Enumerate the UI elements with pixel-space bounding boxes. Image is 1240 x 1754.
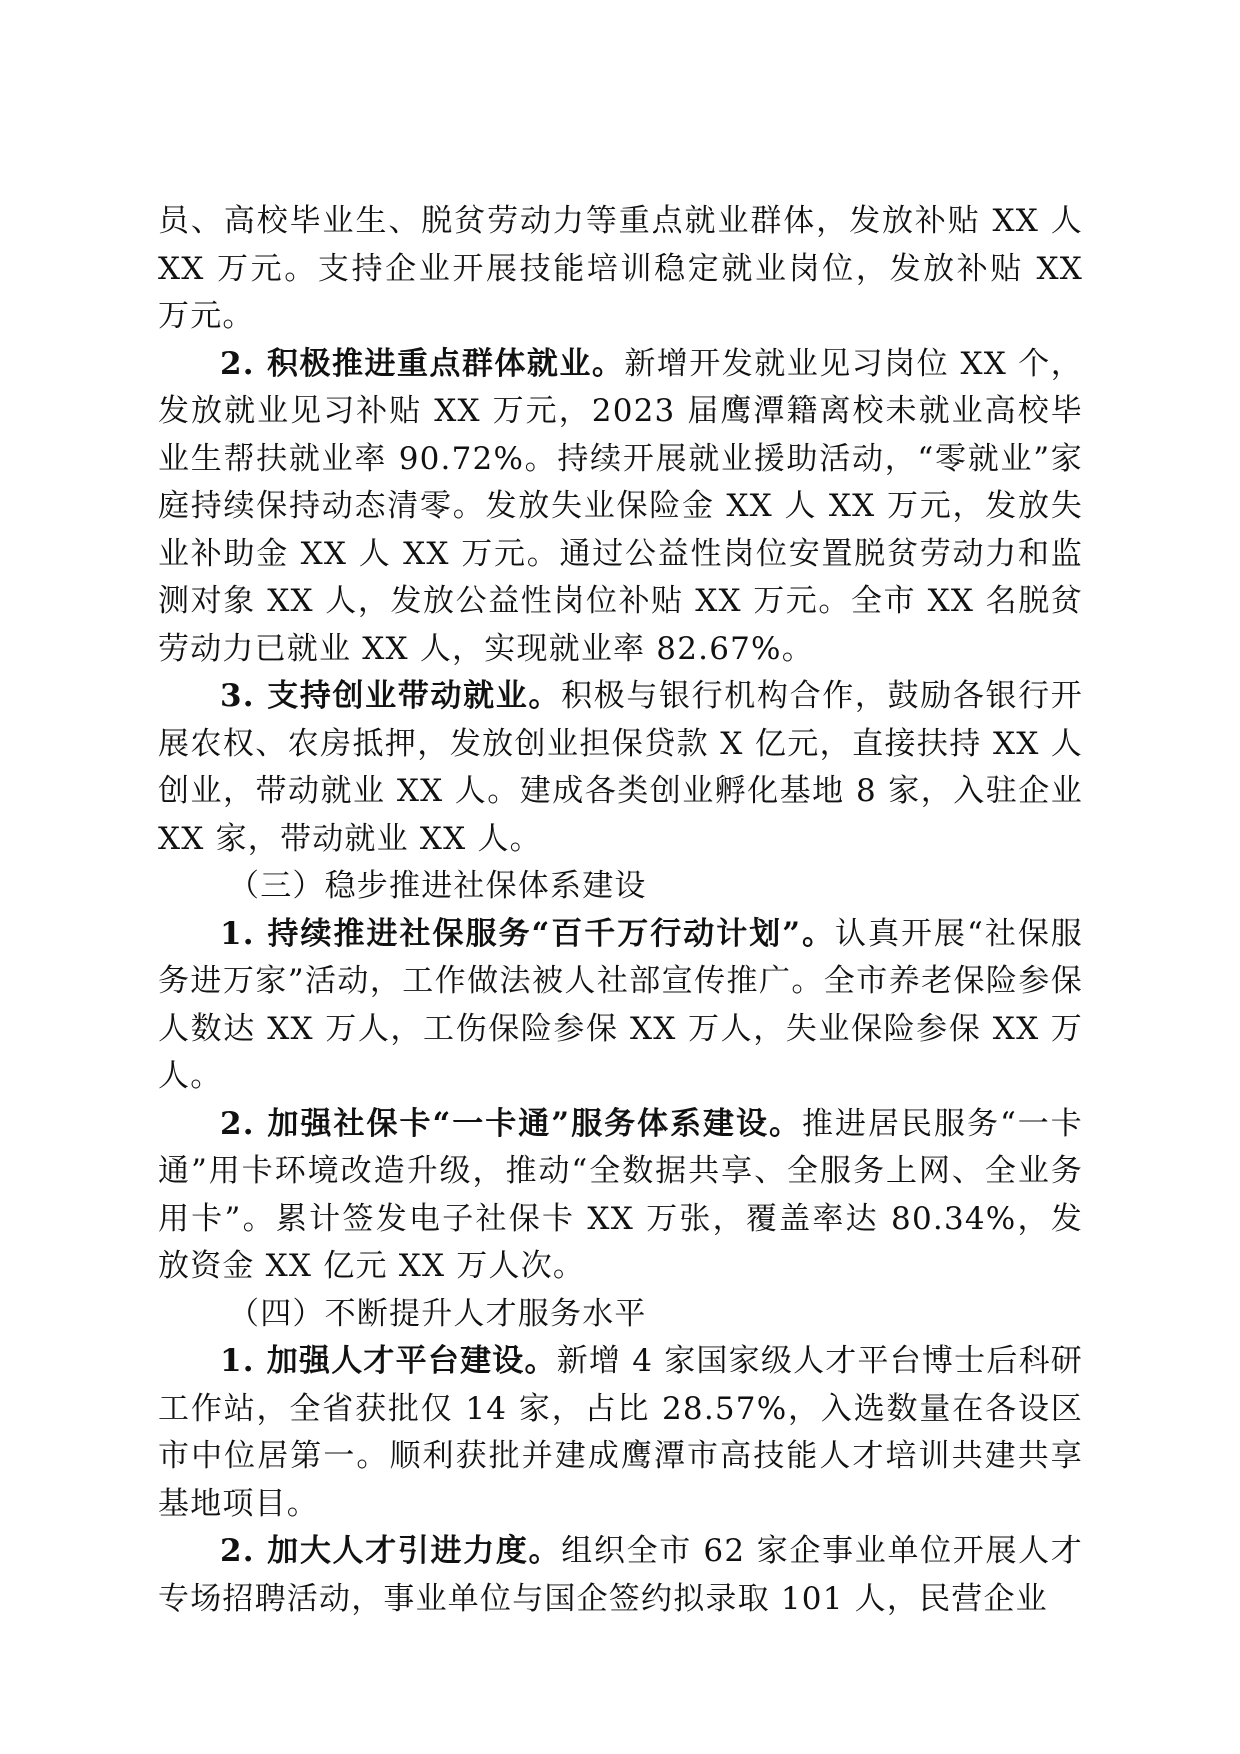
paragraph-lead: 2. 积极推进重点群体就业。 [220,345,625,382]
paragraph-entrepreneurship [158,673,1083,863]
paragraph-body: 新增开发就业见习岗位 XX 个，发放就业见习补贴 XX 万元，2023 届鹰潭籍离校未就业高校毕业生帮扶就业率 90.72%。持续开展就业援助活动，“零就业”家庭持续保持动态清零。发放失业保险金 XX 人 XX 万元，发放失业补助金 XX 人 XX 万元。通过公益性岗位安置脱贫劳动力和监测对象 XX 人，发放公益性岗位补贴 XX 万元。全市 XX 名脱贫劳动力已就业 XX 人，实现就业率 82.67%。 [158,345,1083,667]
paragraph-body: 新增 4 家国家级人才平台博士后科研工作站，全省获批仅 14 家，占比 28.57%，入选数量在各设区市中位居第一。顺利获批并建成鹰潭市高技能人才培训共建共享基地项目。 [158,1343,1083,1522]
paragraph-talent-platform [158,1338,1083,1528]
paragraph-body: 积极与银行机构合作，鼓励各银行开展农权、农房抵押，发放创业担保贷款 X 亿元，直接扶持 XX 人创业，带动就业 XX 人。建成各类创业孵化基地 8 家，入驻企业 XX 家，带动就业 XX 人。 [158,678,1084,857]
paragraph-body: 员、高校毕业生、脱贫劳动力等重点就业群体，发放补贴 XX 人 XX 万元。支持企业开展技能培训稳定就业岗位，发放补贴 XX 万元。 [158,203,1083,334]
paragraph-body: 推进居民服务“一卡通”用卡环境改造升级，推动“全数据共享、全服务上网、全业务用卡”。累计签发电子社保卡 XX 万张，覆盖率达 80.34%，发放资金 XX 亿元 XX 万人次。 [158,1105,1083,1284]
paragraph-talent-recruitment [158,1528,1083,1623]
paragraph-lead: 1. 加强人才平台建设。 [220,1343,557,1379]
paragraph-body: 认真开展“社保服务进万家”活动，工作做法被人社部宣传推广。全市养老保险参保人数达 XX 万人，工伤保险参保 XX 万人，失业保险参保 XX 万人。 [158,915,1084,1094]
paragraph-social-security-service [158,911,1083,1101]
paragraph-body: 组织全市 62 家企事业单位开展人才专场招聘活动，事业单位与国企签约拟录取 101 人，民营企业 [158,1533,1083,1617]
section-heading-talent-service: （四）不断提升人才服务水平 [228,1295,647,1332]
paragraph-group-employment [158,341,1083,674]
paragraph-social-security-card [158,1101,1083,1291]
section-heading-social-security: （三）稳步推进社保体系建设 [228,868,647,904]
paragraph-continuation [158,198,1083,341]
paragraph-lead: 2. 加大人才引进力度。 [220,1533,562,1569]
paragraph-lead: 1. 持续推进社保服务“百千万行动计划”。 [220,915,836,952]
paragraph-lead: 2. 加强社保卡“一卡通”服务体系建设。 [220,1105,803,1142]
paragraph-lead: 3. 支持创业带动就业。 [220,678,562,714]
document-page [158,198,1083,1623]
